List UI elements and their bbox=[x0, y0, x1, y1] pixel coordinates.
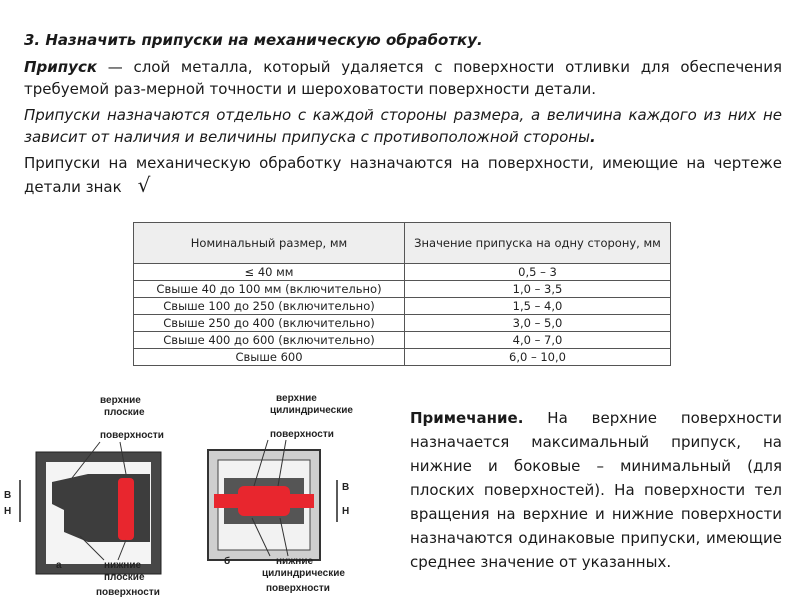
fig-a-side-top: В bbox=[4, 490, 12, 501]
fig-b-side-top: В bbox=[342, 482, 350, 493]
cell-size: Свыше 400 до 600 (включительно) bbox=[134, 332, 405, 349]
table-header-row bbox=[134, 223, 671, 264]
casting-a-allowance bbox=[118, 478, 134, 540]
fig-b-letter: б bbox=[224, 556, 231, 567]
definition-text: — слой металла, который удаляется с поверхности отливки для обеспечения требуемой раз-мерной точности и шероховатости поверхности детали. bbox=[24, 58, 782, 98]
sign-text: Припуски на механическую обработку назначаются на поверхности, имеющие на чертеже детали знак bbox=[24, 154, 782, 196]
fig-a-top-label: поверхности bbox=[100, 430, 164, 441]
casting-diagrams bbox=[0, 382, 400, 600]
definition-term: Припуск bbox=[24, 58, 98, 76]
table-row bbox=[134, 332, 671, 349]
fig-a-top-label: плоские bbox=[104, 407, 145, 418]
allowance-definition bbox=[24, 56, 782, 100]
header-allowance-value: Значение припуска на одну сторону, мм bbox=[405, 223, 671, 264]
fig-a-bottom-label: нижние bbox=[104, 560, 142, 571]
casting-b-core bbox=[214, 494, 314, 508]
section-heading: 3. Назначить припуски на механическую обработку. bbox=[24, 31, 483, 49]
fig-b-top-label: цилиндрические bbox=[270, 405, 353, 416]
rule-end: . bbox=[589, 128, 596, 146]
cell-allowance: 6,0 – 10,0 bbox=[405, 349, 671, 366]
note-title: Примечание. bbox=[410, 409, 524, 427]
cell-size: Свыше 40 до 100 мм (включительно) bbox=[134, 281, 405, 298]
table-row bbox=[134, 281, 671, 298]
cell-size: ≤ 40 мм bbox=[134, 264, 405, 281]
sign-paragraph bbox=[24, 152, 782, 198]
table-row bbox=[134, 264, 671, 281]
fig-b-bottom-label: цилиндрические bbox=[262, 568, 345, 579]
cell-allowance: 0,5 – 3 bbox=[405, 264, 671, 281]
figure-b-cylindrical-casting bbox=[208, 393, 353, 594]
surface-finish-mark-icon: √ bbox=[137, 173, 151, 197]
header-nominal-size: Номинальный размер, мм bbox=[134, 223, 405, 264]
cell-size: Свыше 600 bbox=[134, 349, 405, 366]
fig-a-top-label: верхние bbox=[100, 395, 141, 406]
fig-b-bottom-label: поверхности bbox=[266, 583, 330, 594]
table-row bbox=[134, 349, 671, 366]
figure-a-flat-casting bbox=[4, 395, 164, 598]
fig-a-letter: а bbox=[56, 560, 62, 571]
allowance-rule bbox=[24, 104, 782, 148]
fig-b-top-label: верхние bbox=[276, 393, 317, 404]
fig-a-bottom-label: плоские bbox=[104, 572, 145, 583]
cell-allowance: 3,0 – 5,0 bbox=[405, 315, 671, 332]
note-block bbox=[410, 406, 782, 574]
fig-b-bottom-label: нижние bbox=[276, 556, 314, 567]
cell-size: Свыше 250 до 400 (включительно) bbox=[134, 315, 405, 332]
table-row bbox=[134, 315, 671, 332]
fig-b-side-bottom: Н bbox=[342, 506, 350, 517]
fig-a-bottom-label: поверхности bbox=[96, 587, 160, 598]
casting-a-part bbox=[52, 474, 150, 542]
table-row bbox=[134, 298, 671, 315]
fig-a-side-bottom: Н bbox=[4, 506, 12, 517]
allowance-table bbox=[133, 222, 671, 366]
cell-allowance: 4,0 – 7,0 bbox=[405, 332, 671, 349]
note-text: На верхние поверхности назначается максимальный припуск, на нижние и боковые – минимальный (для плоских поверхностей). На поверхности тел вращения на верхние и нижние поверхности назначаются одинаковые припуски, имеющие среднее значение от указанных. bbox=[410, 409, 782, 571]
cell-allowance: 1,0 – 3,5 bbox=[405, 281, 671, 298]
cell-size: Свыше 100 до 250 (включительно) bbox=[134, 298, 405, 315]
rule-text: Припуски назначаются отдельно с каждой стороны размера, а величина каждого из них не зависит от наличия и величины припуска с противоположной стороны bbox=[24, 106, 782, 146]
cell-allowance: 1,5 – 4,0 bbox=[405, 298, 671, 315]
fig-b-top-label: поверхности bbox=[270, 429, 334, 440]
